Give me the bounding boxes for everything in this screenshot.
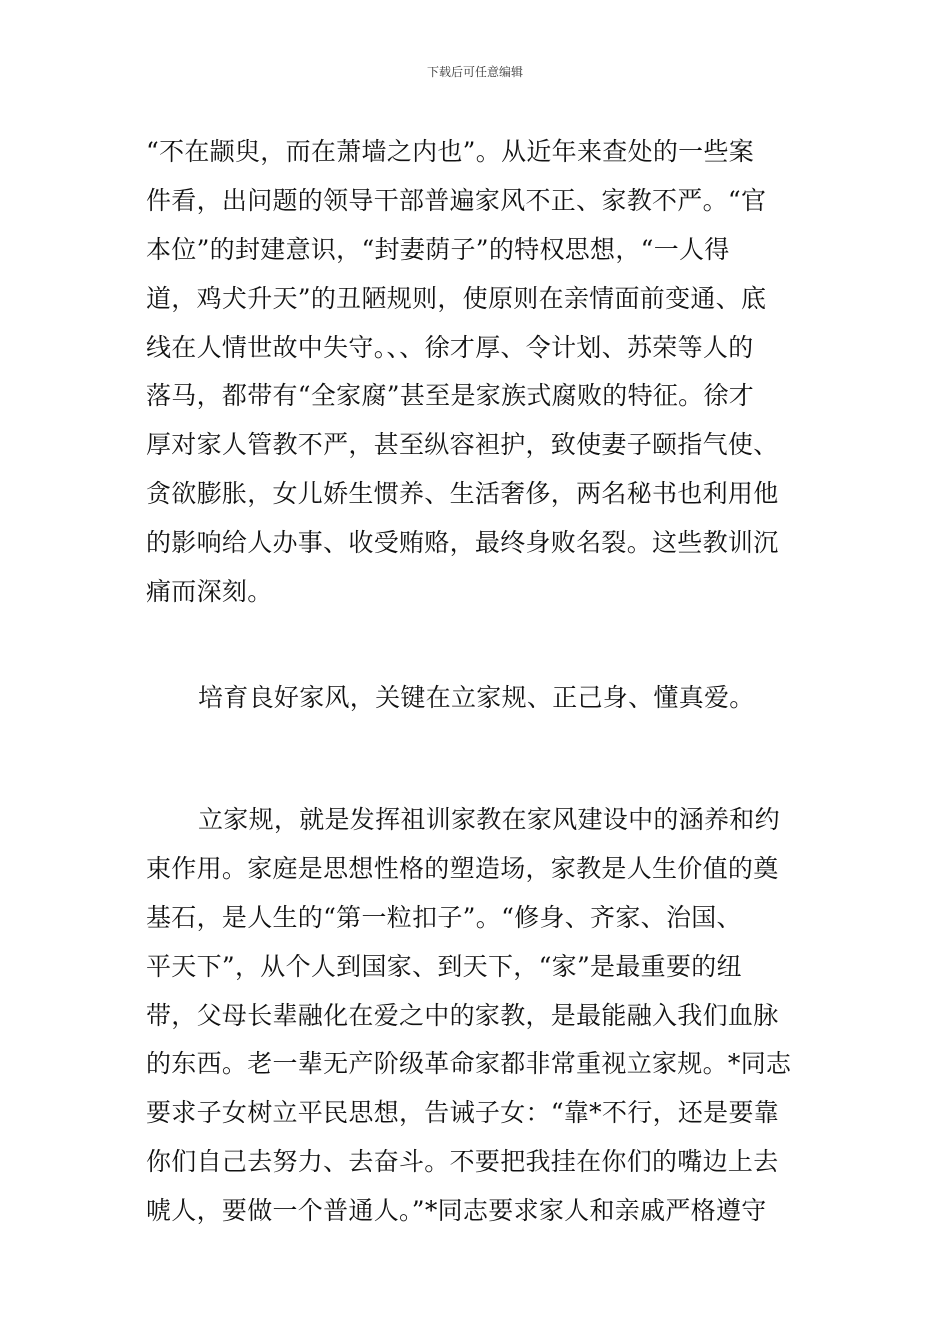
text-line: 本位”的封建意识，“封妻荫子”的特权思想，“一人得 — [146, 234, 730, 264]
text-line: 基石，是人生的“第一粒扣子”。“修身、齐家、治国、 — [146, 902, 742, 932]
text-line: 立家规，就是发挥祖训家教在家风建设中的涵养和约 — [198, 805, 780, 834]
text-line: 平天下”，从个人到国家、到天下，“家”是最重要的纽 — [146, 951, 742, 981]
text-line: 件看，出问题的领导干部普遍家风不正、家教不严。“官 — [146, 185, 767, 215]
text-line: 的东西。老一辈无产阶级革命家都非常重视立家规。*同志 — [146, 1049, 792, 1079]
text-line: 厚对家人管教不严，甚至纵容袒护，致使妻子颐指气使、 — [146, 430, 779, 460]
text-line: 贪欲膨胀，女儿娇生惯养、生活奢侈，两名秘书也利用他 — [146, 479, 779, 509]
text-line: 束作用。家庭是思想性格的塑造场，家教是人生价值的奠 — [146, 853, 779, 883]
text-line: 带，父母长辈融化在爱之中的家教，是最能融入我们血脉 — [146, 1000, 779, 1030]
text-line: 线在人情世故中失守。、、徐才厚、令计划、苏荣等人的 — [146, 332, 754, 362]
text-line: 道，鸡犬升天”的丑陋规则，使原则在亲情面前变通、底 — [146, 283, 767, 313]
text-line: 你们自己去努力、去奋斗。不要把我挂在你们的嘴边上去 — [146, 1147, 779, 1177]
text-line: 落马，都带有“全家腐”甚至是家族式腐败的特征。徐才 — [146, 381, 755, 411]
paragraph-family-rules — [146, 796, 808, 1236]
paragraph-family-corruption — [146, 128, 808, 617]
page-header-note: 下载后可任意编辑 — [426, 65, 523, 79]
text-line: 痛而深刻。 — [146, 577, 273, 607]
text-line: “不在颛臾，而在萧墙之内也”。从近年来查处的一些案 — [146, 137, 755, 166]
text-line: 唬人，要做一个普通人。”*同志要求家人和亲戚严格遵守 — [146, 1196, 767, 1226]
text-line: 的影响给人办事、收受贿赂，最终身败名裂。这些教训沉 — [146, 528, 779, 558]
text-line: 培育良好家风，关键在立家规、正己身、懂真爱。 — [198, 683, 755, 712]
paragraph-key-points — [146, 674, 808, 723]
text-line: 要求子女树立平民思想，告诫子女：“靠*不行，还是要靠 — [146, 1098, 780, 1128]
